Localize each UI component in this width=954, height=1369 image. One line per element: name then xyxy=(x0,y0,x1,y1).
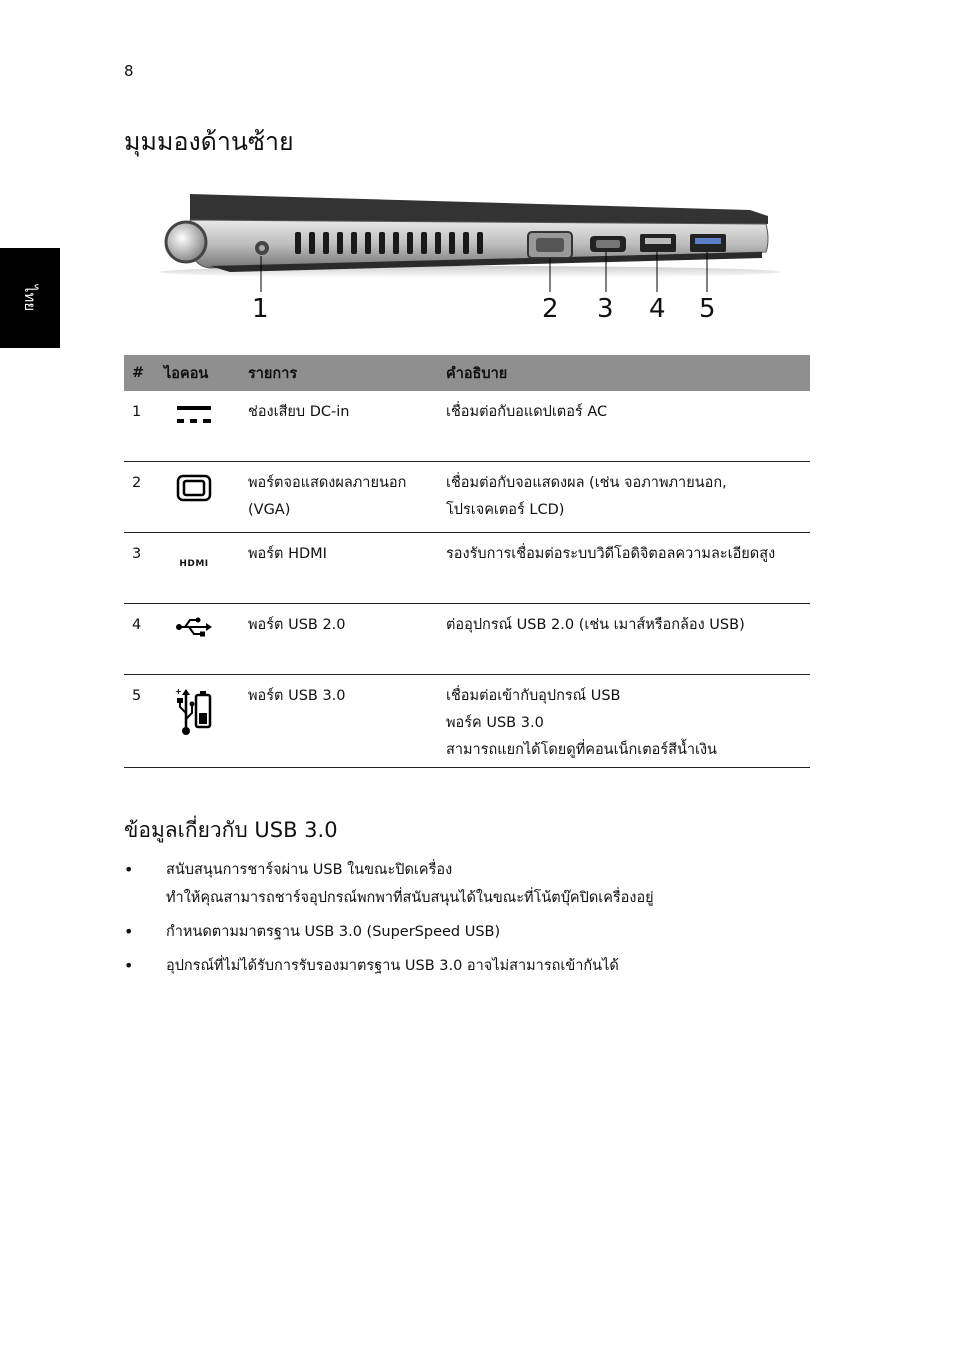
usb3-section-title: ข้อมูลเกี่ยวกับ USB 3.0 xyxy=(124,818,338,842)
callout-5: 5 xyxy=(699,294,716,324)
dc-in-icon xyxy=(176,403,212,429)
row-description-line: เชื่อมต่อเข้ากับอุปกรณ์ USB xyxy=(446,688,621,704)
bullet-line: ทำให้คุณสามารถชาร์จอุปกรณ์พกพาที่สนับสนุนได้ในขณะที่โน้ตบุ๊คปิดเครื่องอยู่ xyxy=(166,890,654,906)
header-icon: ไอคอน xyxy=(156,355,240,391)
row-number: 3 xyxy=(124,533,156,604)
language-side-tab xyxy=(0,248,60,348)
header-description: คำอธิบาย xyxy=(438,355,810,391)
table-row xyxy=(124,533,810,604)
callout-2: 2 xyxy=(542,294,559,324)
row-description-line: เชื่อมต่อกับจอแสดงผล (เช่น จอภาพภายนอก, xyxy=(446,475,727,491)
header-item: รายการ xyxy=(240,355,438,391)
bullet-line: • สนับสนุนการชาร์จผ่าน USB ในขณะปิดเครื่อง xyxy=(166,862,453,878)
row-description-line: ต่ออุปกรณ์ USB 2.0 (เช่น เมาส์หรือกล้อง USB) xyxy=(446,617,745,633)
row-number: 1 xyxy=(124,391,156,462)
hdmi-icon: HDMI xyxy=(179,559,209,569)
row-item: พอร์ต USB 3.0 xyxy=(240,675,438,768)
row-item: พอร์ต USB 2.0 xyxy=(240,604,438,675)
page-number: 8 xyxy=(124,62,134,80)
header-number: # xyxy=(124,355,156,391)
row-description-line: สามารถแยกได้โดยดูที่คอนเน็กเตอร์สีน้ำเงิน xyxy=(446,742,717,758)
language-tab-label: ไทย xyxy=(21,284,39,312)
table-row xyxy=(124,391,810,462)
vga-icon xyxy=(176,474,212,502)
usb3-bullet-list xyxy=(124,856,654,986)
row-number: 4 xyxy=(124,604,156,675)
section-title: มุมมองด้านซ้าย xyxy=(124,127,294,156)
ports-table xyxy=(124,355,810,768)
table-row xyxy=(124,675,810,768)
bullet-line: • อุปกรณ์ที่ไม่ได้รับการรับรองมาตรฐาน USB 3.0 อาจไม่สามารถเข้ากันได้ xyxy=(166,958,619,974)
usb-icon xyxy=(175,616,213,638)
svg-text:+: + xyxy=(175,687,182,696)
row-description-line: โปรเจคเตอร์ LCD) xyxy=(446,502,565,518)
table-row xyxy=(124,462,810,533)
table-header-row xyxy=(124,355,810,391)
row-number: 5 xyxy=(124,675,156,768)
callout-4: 4 xyxy=(649,294,666,324)
row-description-line: พอร์ค USB 3.0 xyxy=(446,715,544,731)
table-row xyxy=(124,604,810,675)
row-item: พอร์ต HDMI xyxy=(240,533,438,604)
bullet-line: • กำหนดตามมาตรฐาน USB 3.0 (SuperSpeed USB) xyxy=(166,924,501,940)
row-description-line: เชื่อมต่อกับอแดปเตอร์ AC xyxy=(446,404,608,420)
list-item xyxy=(124,856,654,912)
laptop-left-side-illustration xyxy=(150,180,790,340)
usb-charge-icon xyxy=(174,687,214,737)
row-number: 2 xyxy=(124,462,156,533)
row-item: พอร์ตจอแสดงผลภายนอก (VGA) xyxy=(240,462,438,533)
callout-3: 3 xyxy=(597,294,614,324)
callout-1: 1 xyxy=(252,294,269,324)
list-item xyxy=(124,918,654,946)
row-description-line: รองรับการเชื่อมต่อระบบวิดีโอดิจิตอลความละเอียดสูง xyxy=(446,546,776,562)
row-item: ช่องเสียบ DC-in xyxy=(240,391,438,462)
list-item xyxy=(124,952,654,980)
